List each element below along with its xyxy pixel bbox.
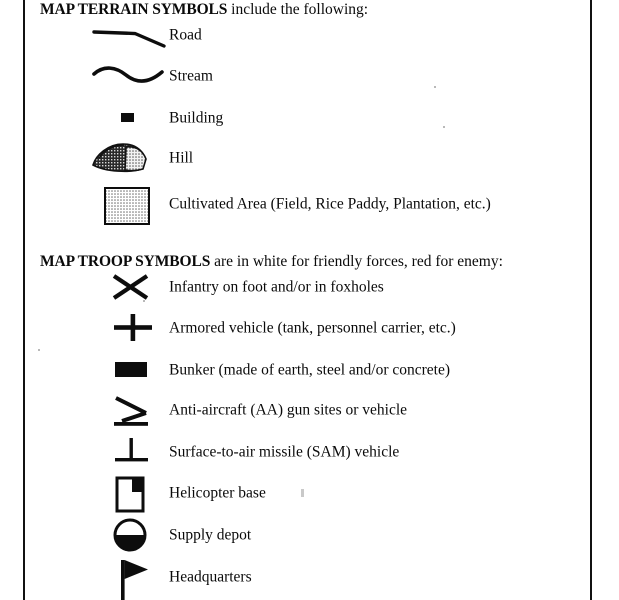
legend-row <box>40 557 580 597</box>
legend-label: Infantry on foot and/or in foxholes <box>169 278 384 296</box>
terrain-heading-rest: include the following: <box>227 1 369 18</box>
legend-label: Stream <box>169 67 213 85</box>
legend-label: Headquarters <box>169 568 252 586</box>
page-right-rule <box>590 0 592 600</box>
legend-row <box>40 98 580 138</box>
legend-row <box>40 56 580 96</box>
legend-label: Hill <box>169 149 194 167</box>
troop-heading-bold: MAP TROOP SYMBOLS <box>40 253 211 270</box>
legend-label: Helicopter base <box>169 484 266 502</box>
legend-row <box>40 390 580 430</box>
legend-row <box>40 184 580 224</box>
legend-label: Anti-aircraft (AA) gun sites or vehicle <box>169 401 408 419</box>
legend-row <box>40 308 580 348</box>
legend-row <box>40 473 580 513</box>
legend-label: Building <box>169 109 224 127</box>
legend-row <box>40 432 580 472</box>
legend-label: Surface-to-air missile (SAM) vehicle <box>169 443 400 461</box>
troop-heading-rest: are in white for friendly forces, red for enemy: <box>210 253 503 270</box>
legend-row <box>40 267 580 307</box>
page-left-rule <box>23 0 25 600</box>
legend-label: Supply depot <box>169 526 252 544</box>
legend-row <box>40 15 580 55</box>
legend-label: Bunker (made of earth, steel and/or concrete) <box>169 361 451 379</box>
legend-label: Road <box>169 26 202 44</box>
legend-label: Cultivated Area (Field, Rice Paddy, Plantation, etc.) <box>169 195 491 213</box>
legend-row <box>40 138 580 178</box>
legend-row <box>40 515 580 555</box>
legend-label: Armored vehicle (tank, personnel carrier, etc.) <box>169 319 456 337</box>
legend-row <box>40 350 580 390</box>
terrain-heading-bold: MAP TERRAIN SYMBOLS <box>40 1 228 18</box>
